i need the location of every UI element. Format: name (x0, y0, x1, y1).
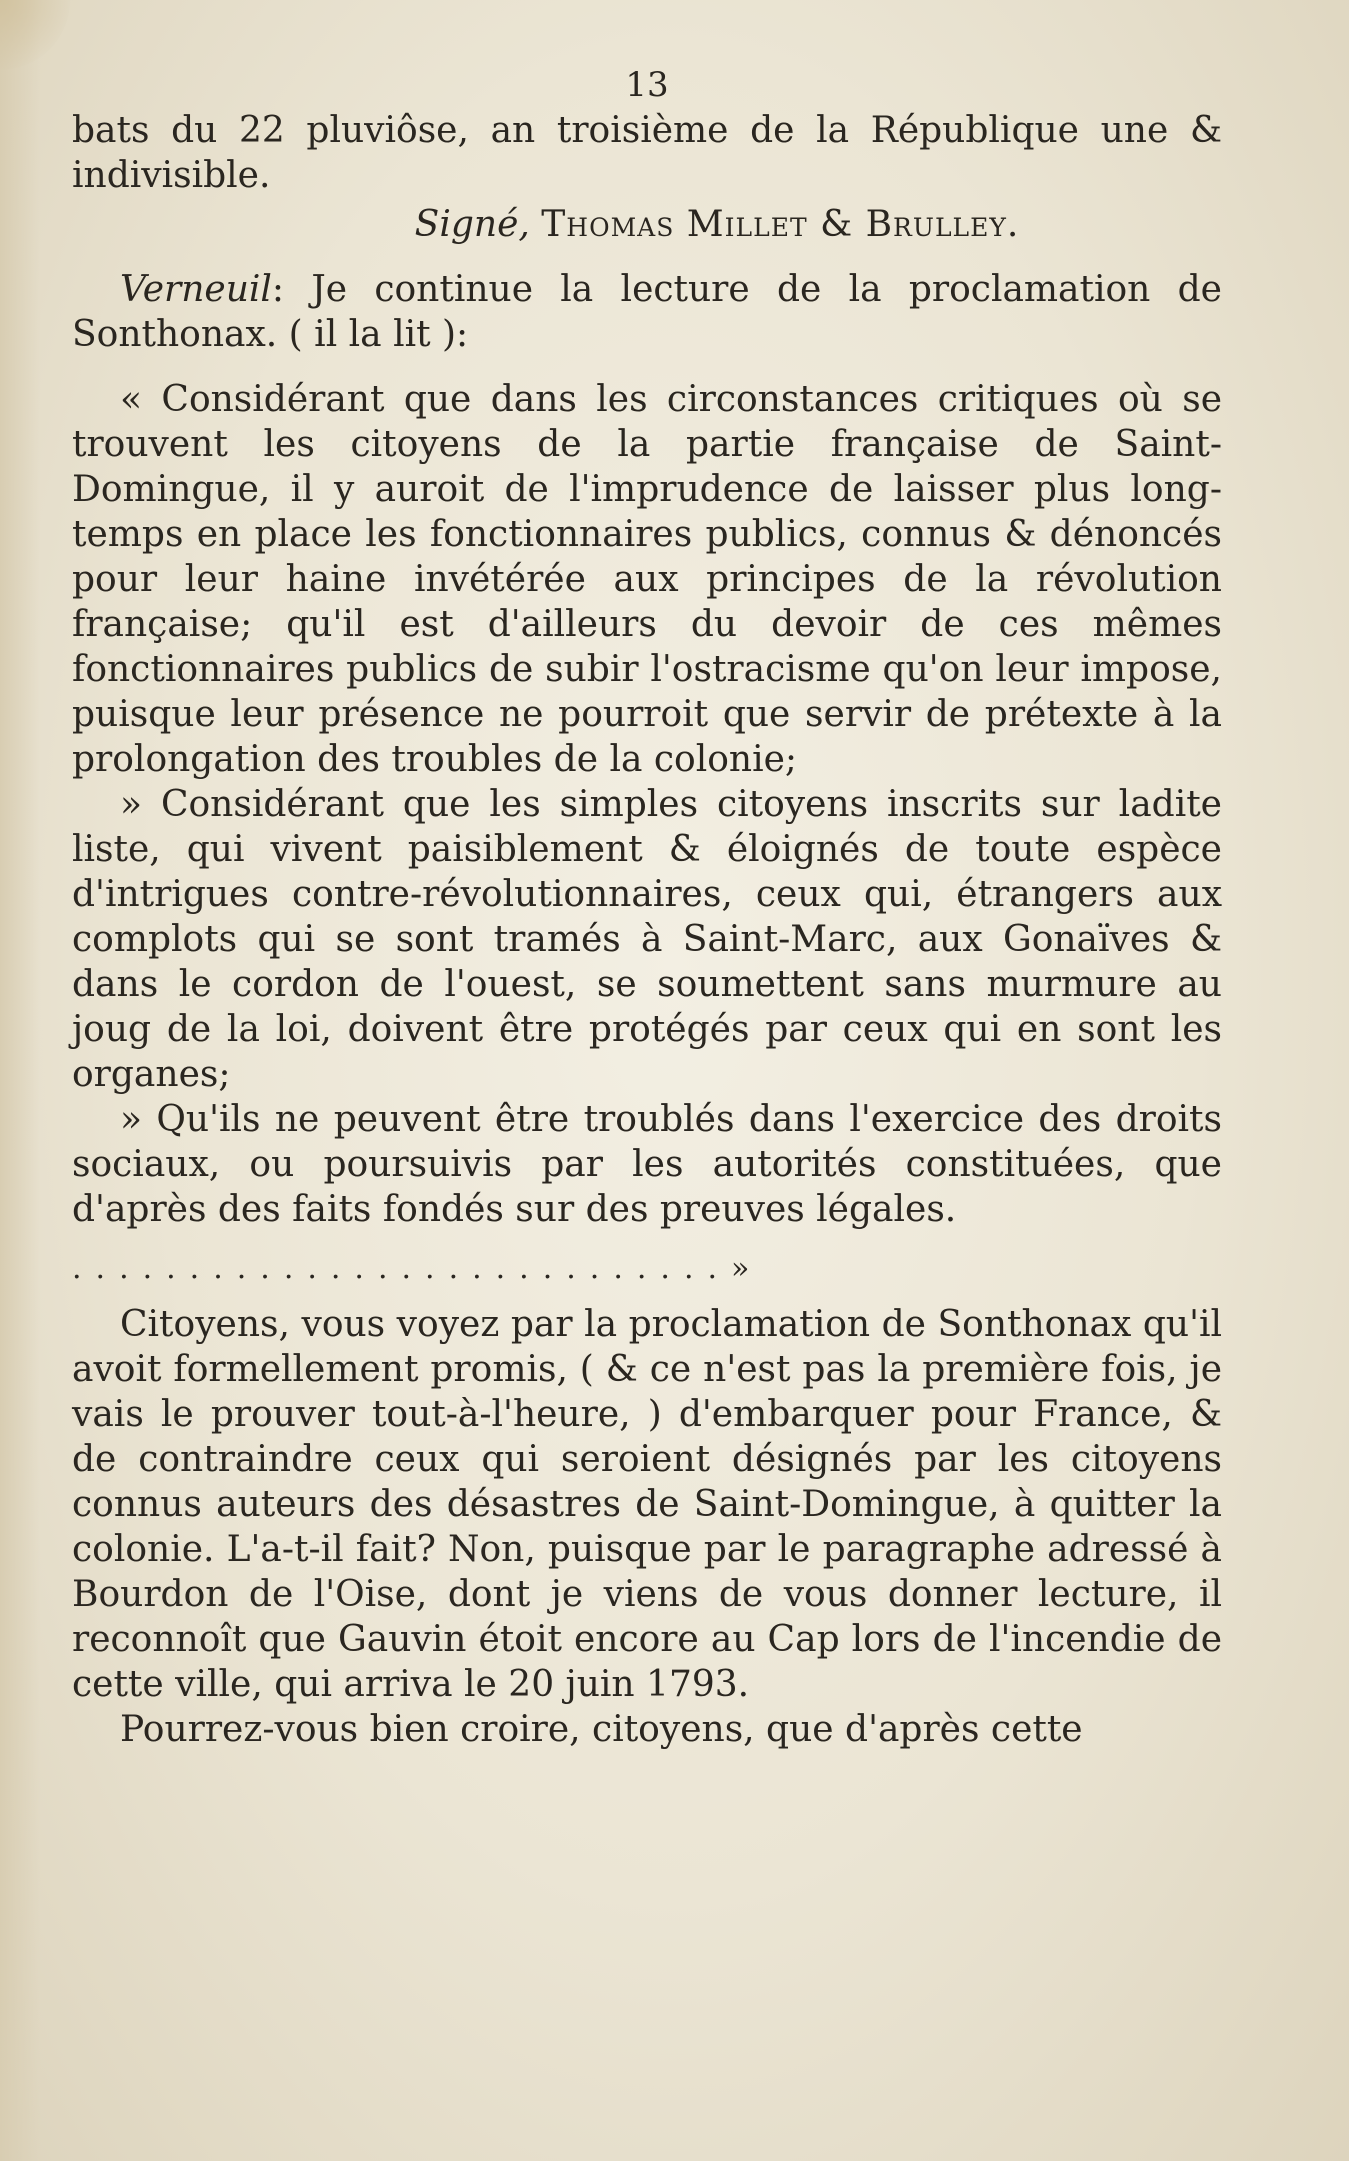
speaker-text: : Je continue la lecture de la proclamation de Sonthonax. ( il la lit ): (72, 269, 1222, 355)
opening-line: bats du 22 pluviôse, an troisième de la République une & indivisible. (72, 110, 1222, 196)
speaker-name: Verneuil (120, 269, 272, 310)
quote-paragraph-1: « Considérant que dans les circonstances critiques où se trouvent les citoyens de la partie française de Saint-Domingue, il y auroit de l'imprudence de laisser plus long-temps en place les fonctionnaires publics, connus & dénoncés pour leur haine invétérée aux principes de la révolution française; qu'il est d'ailleurs du devoir de ces mêmes fonctionnaires publics de subir l'ostracisme qu'on leur impose, puisque leur présence ne pourroit que servir de prétexte à la prolongation des troubles de la colonie; (72, 379, 1222, 780)
signature-names: Thomas Millet & Brulley. (541, 204, 1020, 245)
page-edge-shadow (0, 0, 40, 2161)
speaker-paragraph (72, 267, 1222, 357)
proclamation-quote (72, 377, 1222, 1232)
citoyens-paragraph: Citoyens, vous voyez par la proclamation de Sonthonax qu'il avoit formellement promis, ( & ce n'est pas la première fois, je vais le prouver tout-à-l'heure, ) d'embarquer pour France, & de contraindre ceux qui seroient désignés par les citoyens connus auteurs des désastres de Saint-Domingue, à quitter la colonie. L'a-t-il fait? Non, puisque par le paragraphe adressé à Bourdon de l'Oise, dont je viens de vous donner lecture, il reconnoît que Gauvin étoit encore au Cap lors de l'incendie de cette ville, qui arriva le 20 juin 1793. (72, 1304, 1222, 1705)
page-number: 13 (625, 65, 669, 105)
quote-paragraph-3: » Qu'ils ne peuvent être troublés dans l'exercice des droits sociaux, ou poursuivis par les autorités constituées, que d'après des faits fondés sur des preuves légales. (72, 1099, 1222, 1230)
signature (72, 202, 1222, 247)
closing-paragraph: Pourrez-vous bien croire, citoyens, que d'après cette (120, 1709, 1083, 1750)
quote-paragraph-2: » Considérant que les simples citoyens inscrits sur ladite liste, qui vivent paisiblement & éloignés de toute espèce d'intrigues contre-révolutionnaires, ceux qui, étrangers aux complots qui se sont tramés à Saint-Marc, aux Gonaïves & dans le cordon de l'ouest, se soumettent sans murmure au joug de la loi, doivent être protégés par ceux qui en sont les organes; (72, 784, 1222, 1095)
paper-stain (0, 0, 70, 70)
ellipsis-divider: ............................» (72, 1251, 764, 1286)
signature-label: Signé, (414, 204, 530, 245)
page-text (72, 62, 1222, 1752)
